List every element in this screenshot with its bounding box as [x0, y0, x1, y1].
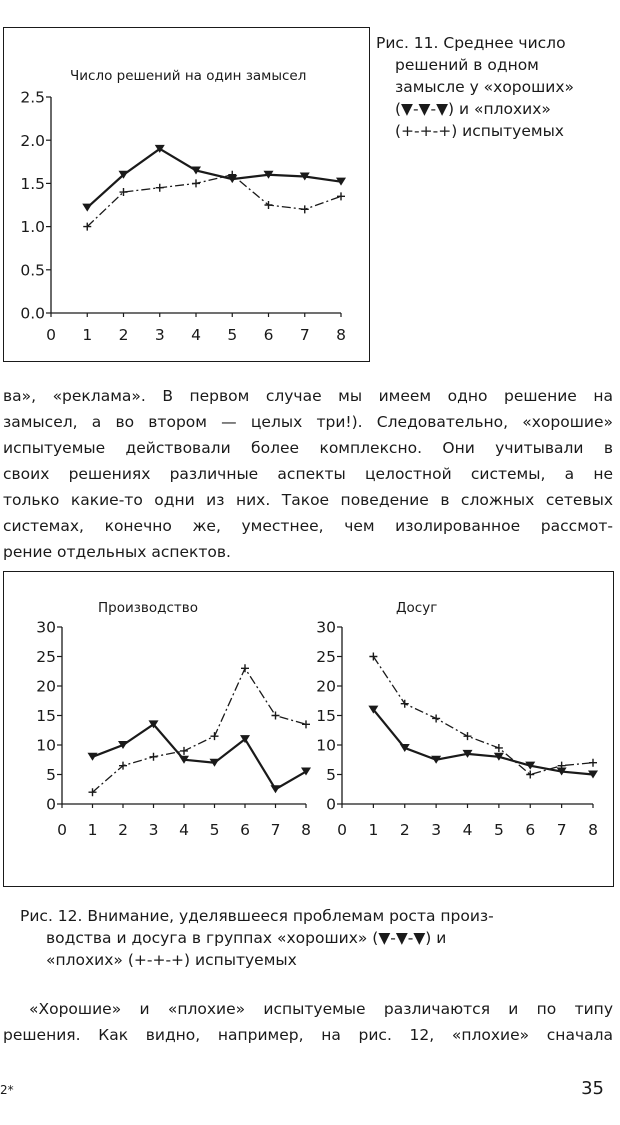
y-tick-label: 10: [316, 736, 336, 755]
data-point-plus: [241, 664, 249, 672]
caption-11-line: решений в одном: [395, 56, 539, 74]
x-tick-label: 5: [227, 326, 238, 344]
data-point-plus: [192, 179, 200, 187]
y-tick-label: 30: [316, 618, 336, 637]
text-line: замысел, а во втором — целых три!). Следовательно, «хорошие»: [3, 413, 613, 431]
x-tick-label: 1: [87, 821, 98, 839]
figure-12-frame: [3, 571, 614, 887]
chart-group: [36, 600, 311, 839]
x-tick-label: 2: [118, 326, 129, 344]
data-point-plus: [495, 744, 503, 752]
data-point-triangle: [271, 785, 281, 793]
x-tick-label: 5: [209, 821, 220, 839]
caption-11-line: (▼-▼-▼) и «плохих»: [395, 100, 551, 118]
x-tick-label: 3: [148, 821, 159, 839]
y-tick-label: 25: [316, 648, 336, 667]
figure-11-chart: [4, 28, 369, 361]
x-tick-label: 6: [240, 821, 250, 839]
y-tick-label: 1.0: [20, 218, 45, 237]
x-tick-label: 4: [462, 821, 473, 839]
y-tick-label: 2.5: [20, 88, 45, 107]
y-tick-label: 1.5: [20, 174, 45, 193]
chart-title: Число решений на один замысел: [70, 68, 307, 84]
data-point-plus: [156, 184, 164, 192]
y-tick-label: 10: [36, 736, 56, 755]
x-tick-label: 3: [431, 821, 442, 839]
series-line-bad: [93, 668, 307, 792]
signature-mark: 2*: [0, 1083, 14, 1097]
text-line: только какие-то одни из них. Такое поведение в сложных сетевых: [3, 491, 613, 509]
data-point-triangle: [118, 741, 128, 749]
x-tick-label: 2: [399, 821, 410, 839]
x-tick-label: 5: [493, 821, 504, 839]
data-point-plus: [589, 759, 597, 767]
data-point-triangle: [88, 753, 98, 761]
data-point-plus: [526, 771, 534, 779]
data-point-plus: [180, 747, 188, 755]
chart-title: Досуг: [396, 600, 438, 616]
page-number: 35: [581, 1078, 604, 1099]
body-paragraph-2: [3, 996, 613, 1048]
x-tick-label: 7: [270, 821, 281, 839]
y-tick-label: 20: [316, 677, 336, 696]
y-tick-label: 15: [36, 707, 56, 726]
y-tick-label: 0: [46, 795, 56, 814]
figure-12-caption: [20, 905, 580, 971]
text-line: рение отдельных аспектов.: [3, 543, 231, 561]
series-line-bad: [87, 175, 341, 227]
figure-11-caption: [376, 32, 616, 142]
x-tick-label: 4: [179, 821, 189, 839]
text-line: решения. Как видно, например, на рис. 12, «плохие» сначала: [3, 1026, 613, 1044]
body-paragraph-1: [3, 383, 613, 565]
data-point-plus: [150, 753, 158, 761]
y-tick-label: 0: [326, 795, 336, 814]
figure-11-frame: [3, 27, 370, 362]
x-tick-label: 1: [368, 821, 379, 839]
x-tick-label: 3: [154, 326, 165, 344]
data-point-plus: [401, 700, 409, 708]
y-tick-label: 5: [326, 766, 336, 785]
x-tick-label: 6: [525, 821, 536, 839]
text-line: своих решениях различные аспекты целостной системы, а не: [3, 465, 613, 483]
data-point-triangle: [400, 744, 410, 752]
x-tick-label: 7: [556, 821, 567, 839]
chart-group: [20, 68, 346, 344]
y-tick-label: 30: [36, 618, 56, 637]
data-point-plus: [432, 714, 440, 722]
data-point-triangle: [82, 204, 92, 212]
x-tick-label: 0: [337, 821, 347, 839]
text-line: «Хорошие» и «плохие» испытуемые различаются и по типу: [29, 1000, 613, 1018]
data-point-plus: [301, 205, 309, 213]
caption-11-line: замысле у «хороших»: [395, 78, 575, 96]
x-tick-label: 8: [301, 821, 311, 839]
x-tick-label: 4: [191, 326, 201, 344]
x-tick-label: 0: [57, 821, 67, 839]
chart-group: [316, 600, 598, 839]
text-line: испытуемые действовали более комплексно. Они учитывали в: [3, 439, 613, 457]
caption-11-line: Рис. 11. Среднее число: [376, 34, 566, 52]
caption-11-line: (+-+-+) испытуемых: [395, 122, 564, 140]
caption-12-line: «плохих» (+-+-+) испытуемых: [46, 951, 297, 969]
caption-12-line: водства и досуга в группах «хороших» (▼-▼-▼) и: [46, 929, 447, 947]
x-tick-label: 2: [118, 821, 128, 839]
series-line-good: [93, 724, 307, 789]
text-line: ва», «реклама». В первом случае мы имеем одно решение на: [3, 387, 613, 405]
y-tick-label: 5: [46, 766, 56, 785]
series-line-good: [87, 149, 341, 208]
data-point-plus: [302, 720, 310, 728]
data-point-plus: [265, 201, 273, 209]
figure-12-chart: [4, 572, 613, 886]
y-tick-label: 15: [316, 707, 336, 726]
data-point-plus: [369, 653, 377, 661]
x-tick-label: 0: [46, 326, 56, 344]
x-tick-label: 8: [336, 326, 346, 344]
data-point-plus: [211, 732, 219, 740]
y-tick-label: 20: [36, 677, 56, 696]
y-tick-label: 25: [36, 648, 56, 667]
y-tick-label: 2.0: [20, 131, 45, 150]
series-line-bad: [373, 657, 593, 775]
x-tick-label: 6: [263, 326, 274, 344]
chart-title: Производство: [98, 600, 198, 616]
y-tick-label: 0.5: [20, 261, 45, 280]
data-point-plus: [464, 732, 472, 740]
x-tick-label: 7: [299, 326, 310, 344]
text-line: системах, конечно же, уместнее, чем изолированное рассмот-: [3, 517, 613, 535]
y-tick-label: 0.0: [20, 304, 45, 323]
data-point-plus: [272, 712, 280, 720]
x-tick-label: 1: [82, 326, 93, 344]
data-point-plus: [337, 192, 345, 200]
caption-12-line: Рис. 12. Внимание, уделявшееся проблемам роста произ-: [20, 907, 494, 925]
x-tick-label: 8: [588, 821, 598, 839]
